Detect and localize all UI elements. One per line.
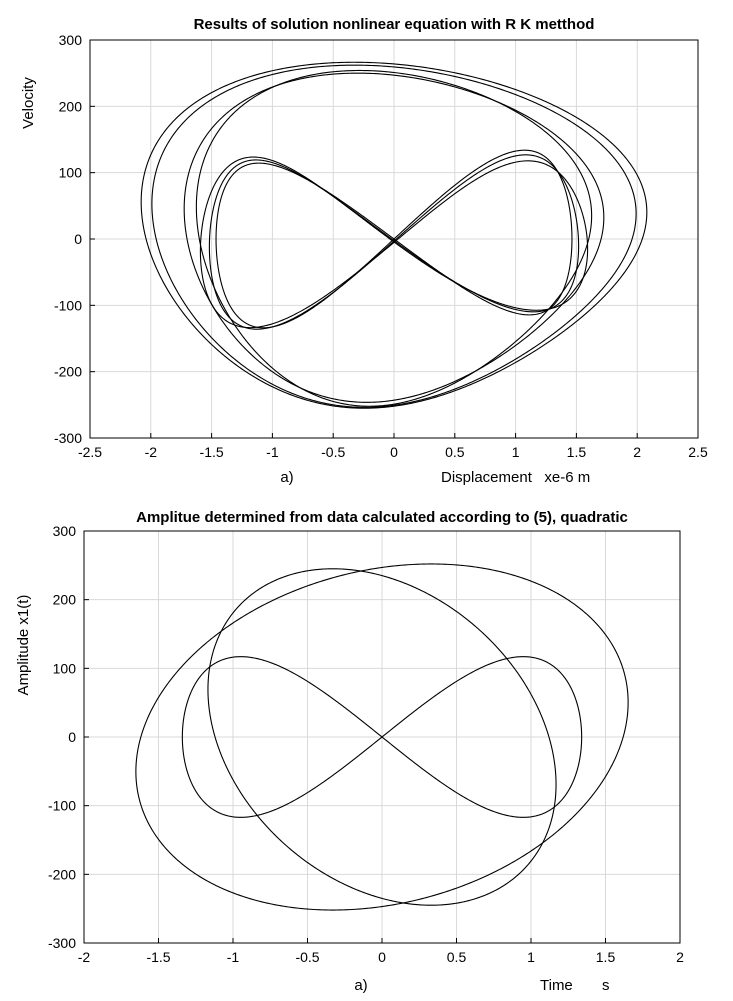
x-tick-label: 1 xyxy=(527,949,535,965)
x-tick-label: -1 xyxy=(266,444,279,460)
y-axis-label: Amplitude x1(t) xyxy=(15,594,32,696)
chart-bottom xyxy=(15,509,684,994)
y-tick-labels xyxy=(54,32,82,446)
x-tick-label: 2.5 xyxy=(688,444,708,460)
panel-label: a) xyxy=(280,469,294,486)
x-tick-label: 1 xyxy=(511,444,520,460)
y-tick-label: 300 xyxy=(52,523,76,539)
chart-title: Results of solution nonlinear equation with R K metthod xyxy=(193,16,595,33)
x-tick-label: -1 xyxy=(226,949,240,965)
x-tick-label: 1.5 xyxy=(595,949,616,965)
x-tick-label: 1.5 xyxy=(566,444,587,460)
y-tick-label: 100 xyxy=(58,164,82,181)
y-tick-label: 200 xyxy=(52,591,76,608)
x-tick-label: 0.5 xyxy=(446,949,467,965)
chart-title: Amplitue determined from data calculated according to (5), quadratic xyxy=(136,509,628,526)
x-tick-label: 2 xyxy=(676,949,684,965)
y-tick-label: -100 xyxy=(47,797,76,814)
y-tick-label: 200 xyxy=(58,98,82,115)
y-tick-label: 0 xyxy=(68,729,76,745)
x-tick-label: -2 xyxy=(77,949,91,965)
y-tick-label: 300 xyxy=(58,32,82,48)
panel-label: a) xyxy=(354,977,368,994)
x-axis-label: Time s xyxy=(540,977,610,994)
x-axis-label: Displacement xe-6 m xyxy=(441,469,591,486)
x-tick-label: -1.5 xyxy=(199,444,224,460)
x-tick-label: 0 xyxy=(378,949,386,965)
y-tick-label: -300 xyxy=(47,935,76,951)
y-tick-label: -200 xyxy=(47,866,76,883)
y-tick-label: -200 xyxy=(53,363,82,380)
x-tick-labels xyxy=(78,949,684,965)
x-tick-label: 2 xyxy=(633,444,642,460)
y-axis-label: Velocity xyxy=(20,77,37,129)
y-tick-label: -100 xyxy=(53,297,82,314)
y-tick-label: 0 xyxy=(74,231,82,247)
chart-top xyxy=(20,16,708,486)
x-tick-label: 0.5 xyxy=(445,444,465,460)
x-tick-label: -2.5 xyxy=(77,444,103,460)
y-tick-label: -300 xyxy=(53,430,82,446)
x-tick-label: -0.5 xyxy=(321,444,346,460)
y-tick-labels xyxy=(48,523,76,951)
x-tick-label: -1.5 xyxy=(146,949,171,965)
y-tick-label: 100 xyxy=(52,660,76,677)
x-tick-labels xyxy=(78,444,708,460)
x-tick-label: 0 xyxy=(390,444,398,460)
x-tick-label: -0.5 xyxy=(295,949,320,965)
x-tick-label: -2 xyxy=(144,444,158,460)
